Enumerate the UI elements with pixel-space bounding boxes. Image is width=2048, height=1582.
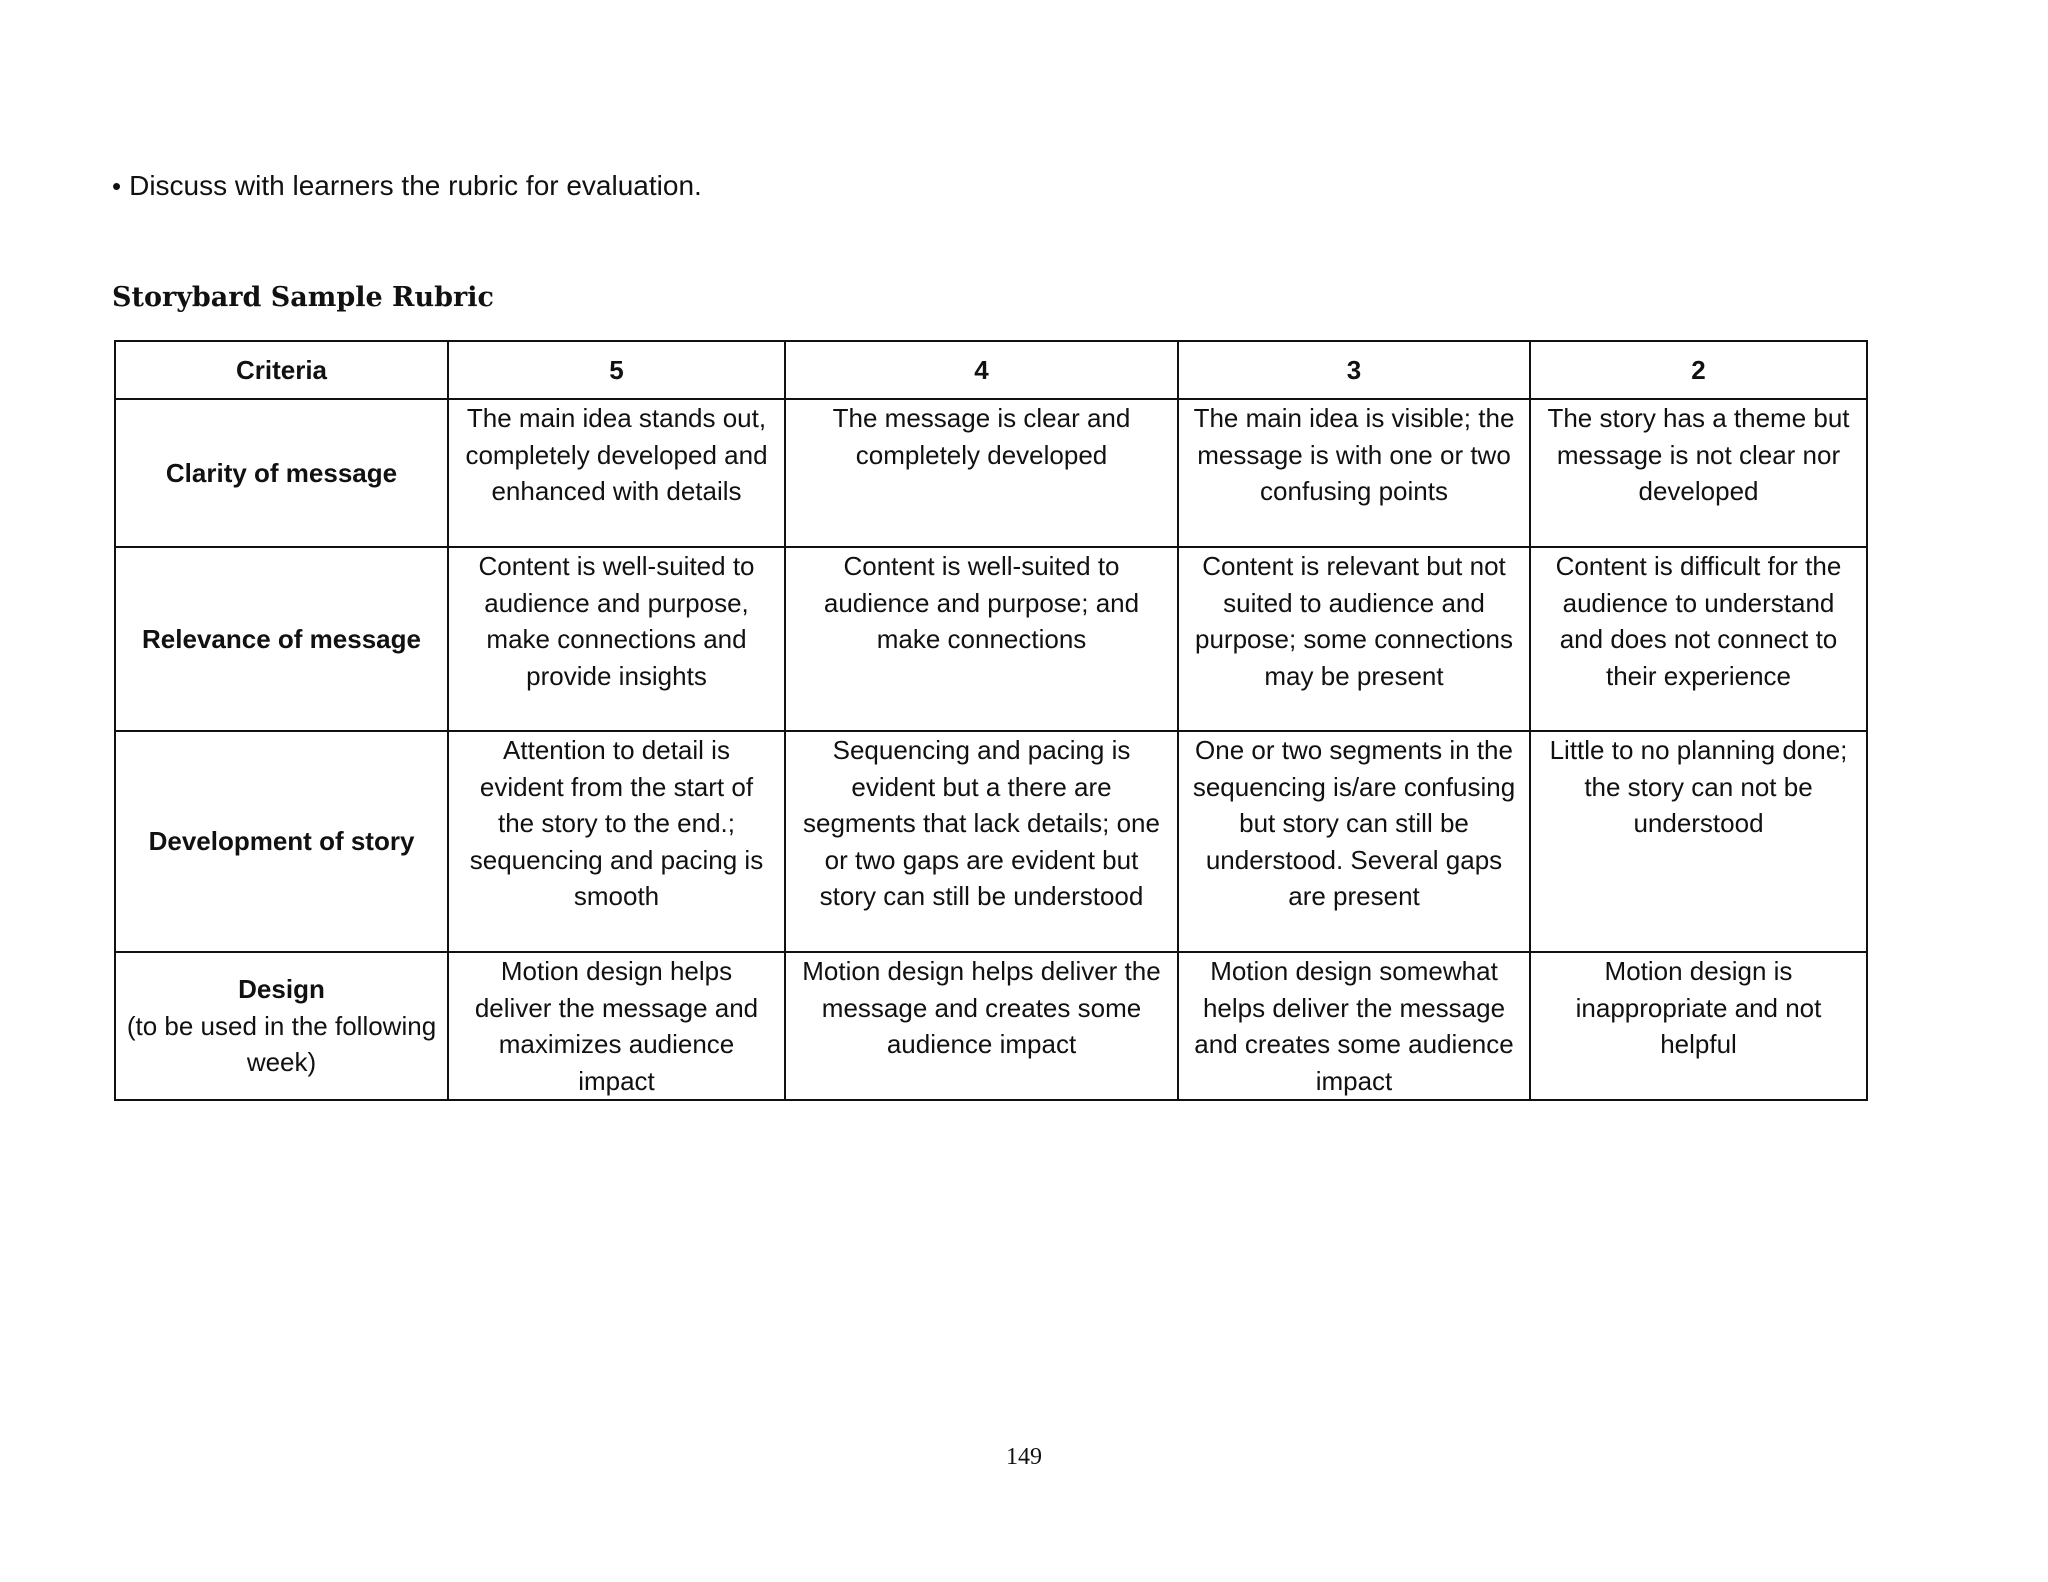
criteria-label: Clarity of message (165, 457, 398, 488)
score-4-cell: Content is well-suited to audience and purpose; and make connections (785, 547, 1178, 731)
criteria-label: Relevance of message (142, 623, 421, 654)
table-row (115, 731, 1867, 952)
criteria-cell (115, 952, 448, 1100)
table-row (115, 399, 1867, 547)
criteria-cell (115, 399, 448, 547)
bullet-icon: • (112, 171, 122, 201)
header-criteria: Criteria (115, 341, 448, 399)
score-4-cell: Motion design helps deliver the message and creates some audience impact (785, 952, 1178, 1100)
header-row (115, 341, 1867, 399)
score-5-cell: The main idea stands out, completely developed and enhanced with details (448, 399, 785, 547)
criteria-cell (115, 547, 448, 731)
score-2-cell: The story has a theme but message is not clear nor developed (1530, 399, 1867, 547)
score-3-cell: Motion design somewhat helps deliver the message and creates some audience impact (1178, 952, 1530, 1100)
criteria-note: (to be used in the following week) (126, 1010, 437, 1078)
header-score-4: 4 (785, 341, 1178, 399)
score-2-cell: Content is difficult for the audience to understand and does not connect to their experience (1530, 547, 1867, 731)
score-4-cell: Sequencing and pacing is evident but a there are segments that lack details; one or two gaps are evident but story can still be understood (785, 731, 1178, 952)
instruction-bullet (112, 168, 702, 204)
score-5-cell: Attention to detail is evident from the start of the story to the end.; sequencing and pacing is smooth (448, 731, 785, 952)
header-score-5: 5 (448, 341, 785, 399)
page-number: 149 (1006, 1444, 1042, 1470)
table-row (115, 547, 1867, 731)
rubric-table (114, 340, 1868, 1101)
score-2-cell: Little to no planning done; the story can not be understood (1530, 731, 1867, 952)
score-5-cell: Motion design helps deliver the message and maximizes audience impact (448, 952, 785, 1100)
score-5-cell: Content is well-suited to audience and purpose, make connections and provide insights (448, 547, 785, 731)
score-2-cell: Motion design is inappropriate and not helpful (1530, 952, 1867, 1100)
criteria-label: Development of story (148, 826, 415, 857)
score-4-cell: The message is clear and completely developed (785, 399, 1178, 547)
instruction-text: Discuss with learners the rubric for evaluation. (129, 170, 702, 201)
rubric-title: Storybard Sample Rubric (112, 282, 494, 313)
header-score-2: 2 (1530, 341, 1867, 399)
score-3-cell: One or two segments in the sequencing is/are confusing but story can still be understood. Several gaps are present (1178, 731, 1530, 952)
table-row (115, 952, 1867, 1100)
header-score-3: 3 (1178, 341, 1530, 399)
score-3-cell: Content is relevant but not suited to audience and purpose; some connections may be present (1178, 547, 1530, 731)
score-3-cell: The main idea is visible; the message is with one or two confusing points (1178, 399, 1530, 547)
criteria-cell (115, 731, 448, 952)
criteria-label: Design (238, 974, 325, 1005)
